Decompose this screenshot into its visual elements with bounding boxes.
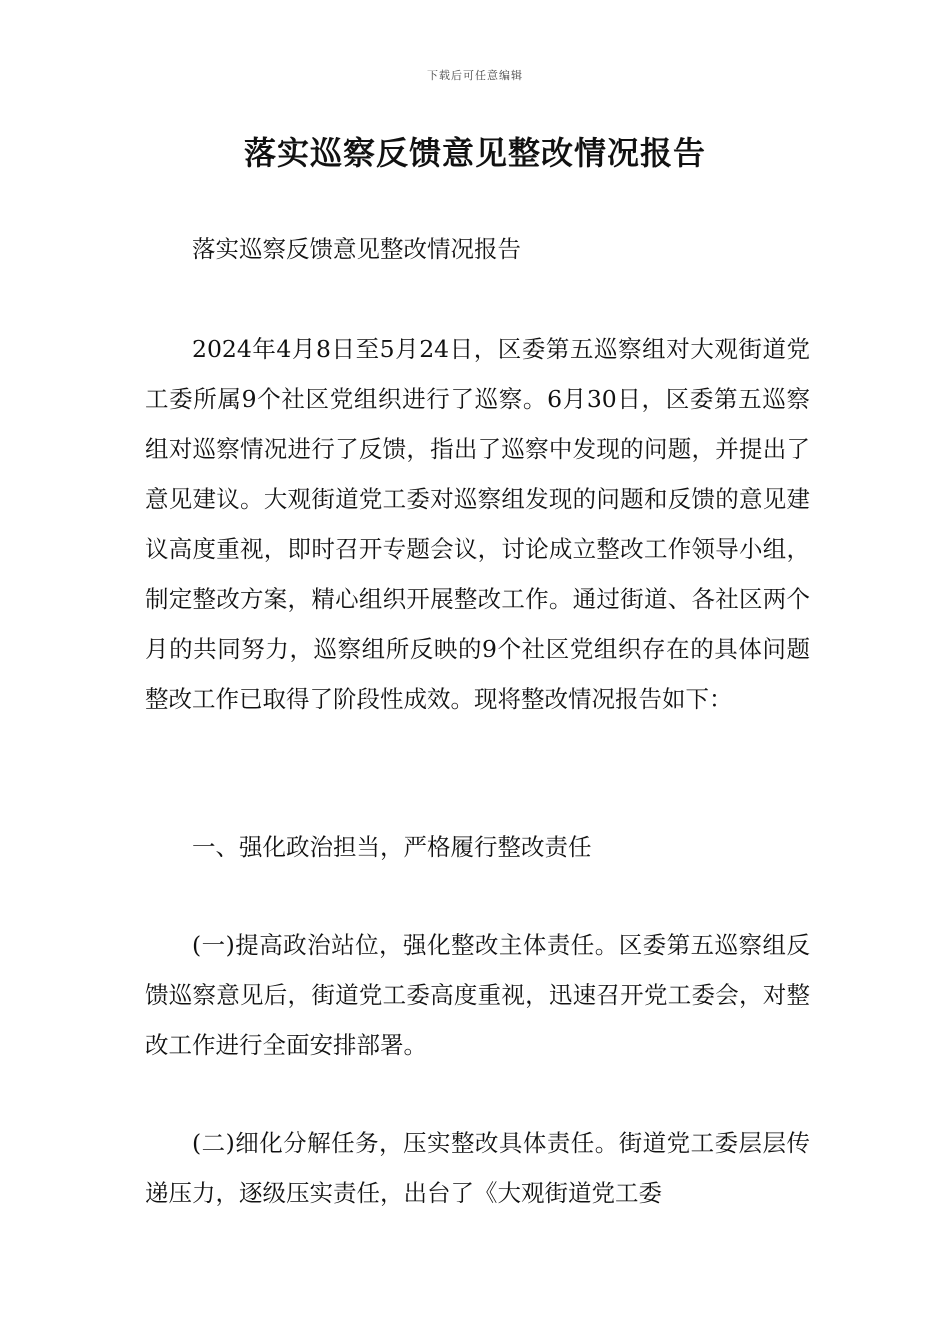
section-item-2: (二)细化分解任务，压实整改具体责任。街道党工委层层传递压力，逐级压实责任，出台了《大观街道党工委 [145,1129,810,1207]
intro-paragraph: 2024年4月8日至5月24日，区委第五巡察组对大观街道党工委所属9个社区党组织进行了巡察。6月30日，区委第五巡察组对巡察情况进行了反馈，指出了巡察中发现的问题，并提出了意见建议。大观街道党工委对巡察组发现的问题和反馈的意见建议高度重视，即时召开专题会议，讨论成立整改工作领导小组，制定整改方案，精心组织开展整改工作。通过街道、各社区两个月的共同努力，巡察组所反映的9个社区党组织存在的具体问题整改工作已取得了阶段性成效。现将整改情况报告如下： [145,335,810,713]
document-subtitle: 落实巡察反馈意见整改情况报告 [192,235,521,263]
header-note: 下载后可任意编辑 [427,69,523,82]
section-item-1: (一)提高政治站位，强化整改主体责任。区委第五巡察组反馈巡察意见后，街道党工委高度重视，迅速召开党工委会，对整改工作进行全面安排部署。 [145,931,810,1059]
document-title: 落实巡察反馈意见整改情况报告 [243,134,706,172]
section-heading-1: 一、强化政治担当，严格履行整改责任 [192,833,592,861]
